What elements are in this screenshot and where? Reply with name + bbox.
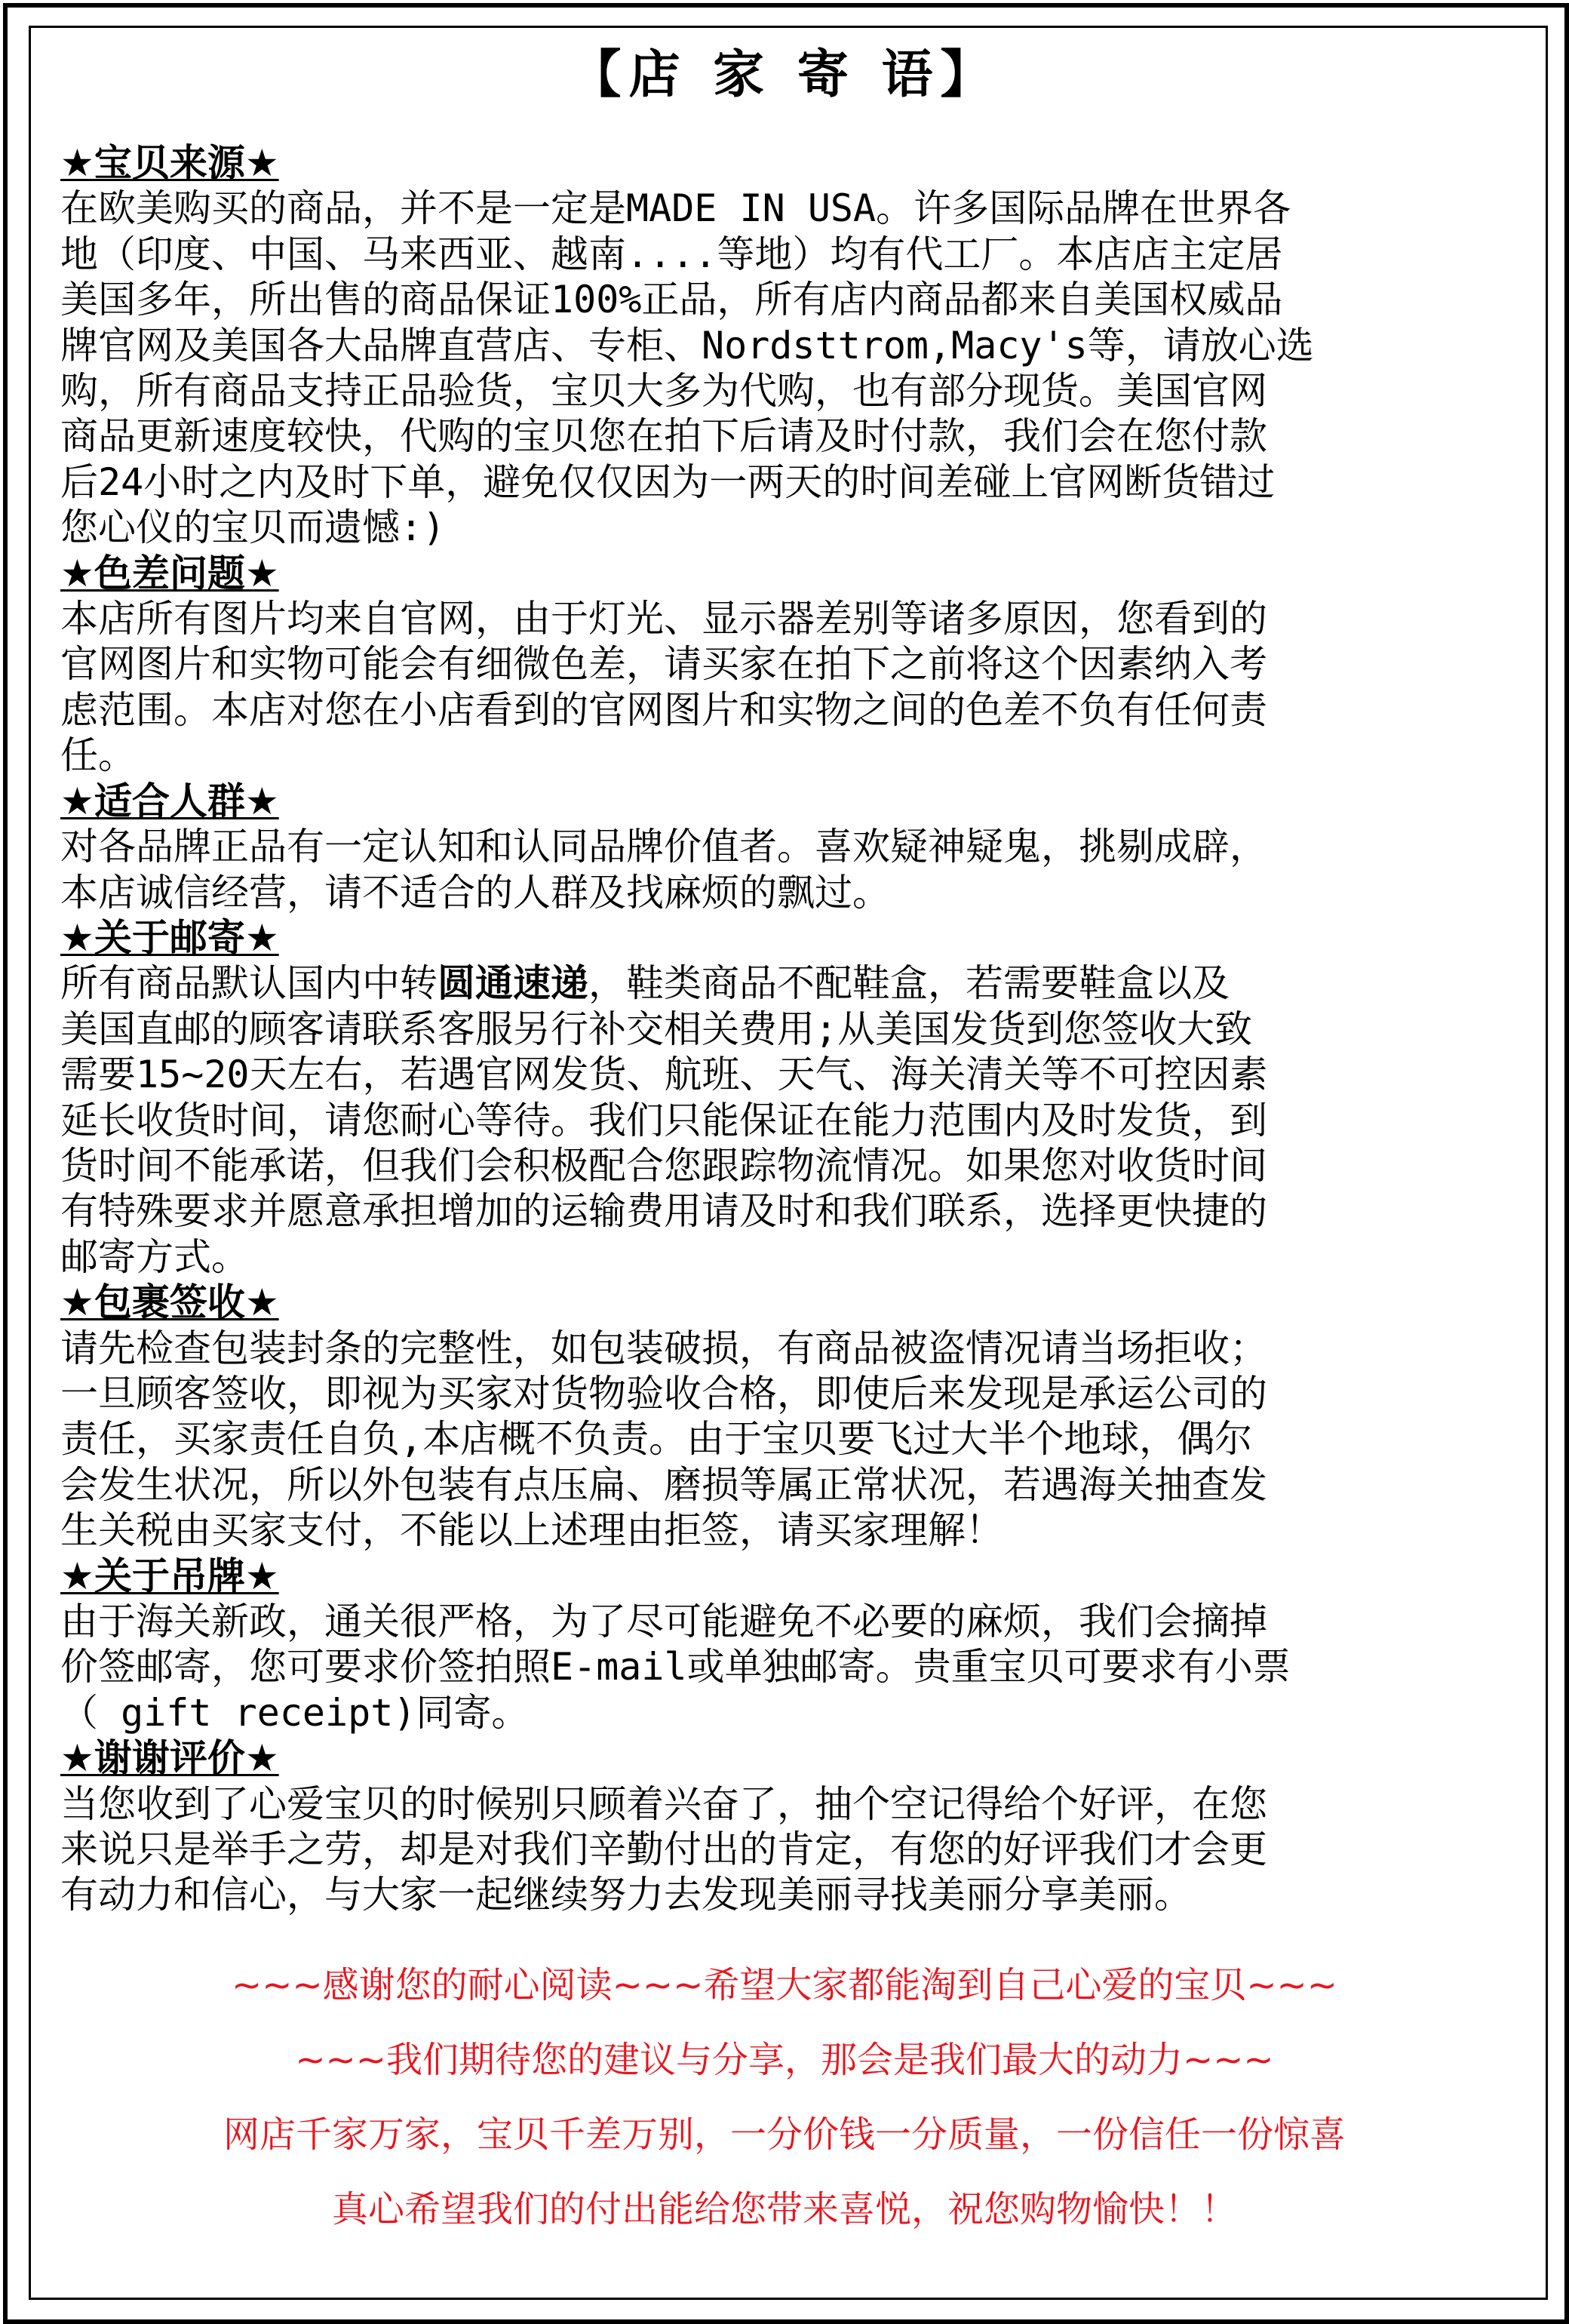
section-text: 本店所有图片均来自官网，由于灯光、显示器差别等诸多原因，您看到的 官网图片和实物可能会有细微色差，请买家在拍下之前将这个因素纳入考 虑范围。本店对您在小店看到的官网图片和实物之间的色差不负有任何责 任。 [60,597,1267,778]
section-text: 当您收到了心爱宝贝的时候别只顾着兴奋了，抽个空记得给个好评，在您 来说只是举手之劳，却是对我们辛勤付出的肯定，有您的好评我们才会更 有动力和信心，与大家一起继续努力去发现美丽寻找美丽分享美丽。 [60,1781,1267,1917]
section-heading: ★谢谢评价★ [60,1736,279,1781]
footer-message [0,1948,1569,2247]
section-package-receipt [60,1280,1516,1553]
section-color-difference [60,551,1516,779]
section-text: 请先检查包装封条的完整性，如包装破损，有商品被盗情况请当场拒收； 一旦顾客签收，即视为买家对货物验收合格，即使后来发现是承运公司的 责任，买家责任自负,本店概不负责。由于宝贝要飞过大半个地球，偶尔 会发生状况，所以外包装有点压扁、磨损等属正常状况，若遇海关抽查发 生关税由买家支付，不能以上述理由拒签，请买家理解！ [60,1326,1267,1553]
section-heading: ★宝贝来源★ [60,141,279,185]
section-heading: ★关于吊牌★ [60,1554,279,1598]
footer-line: ~~~我们期待您的建议与分享，那会是我们最大的动力~~~ [295,2039,1274,2081]
section-heading: ★包裹签收★ [60,1280,279,1325]
section-reviews [60,1735,1516,1918]
section-text: 在欧美购买的商品，并不是一定是MADE IN USA。许多国际品牌在世界各 地（印度、中国、马来西亚、越南....等地）均有代工厂。本店店主定居 美国多年，所出售的商品保证100%正品，所有店内商品都来自美国权威品 牌官网及美国各大品牌直营店、专柜、Nordsttrom,Macy's等，请放心选 购，所有商品支持正品验货，宝贝大多为代购，也有部分现货。美国官网 商品更新速度较快，代购的宝贝您在拍下后请及时付款，我们会在您付款 后24小时之内及时下单，避免仅仅因为一两天的时间差碰上官网断货错过 您心仪的宝贝而遗憾:) [60,186,1314,550]
footer-line: ~~~感谢您的耐心阅读~~~希望大家都能淘到自己心爱的宝贝~~~ [232,1964,1337,2006]
footer-line: 真心希望我们的付出能给您带来喜悦，祝您购物愉快！！ [331,2188,1237,2230]
section-text: 对各品牌正品有一定认知和认同品牌价值者。喜欢疑神疑鬼，挑剔成辟， 本店诚信经营，请不适合的人群及找麻烦的飘过。 [60,825,1267,915]
section-source [60,140,1516,551]
section-text-rest: ，鞋类商品不配鞋盒，若需要鞋盒以及 美国直邮的顾客请联系客服另行补交相关费用;从美国发货到您签收大致 需要15~20天左右，若遇官网发货、航班、天气、海关清关等不可控因素 延长收货时间，请您耐心等待。我们只能保证在能力范围内及时发货，到 货时间不能承诺，但我们会积极配合您跟踪物流情况。如果您对收货时间 有特殊要求并愿意承担增加的运输费用请及时和我们联系，选择更快捷的 邮寄方式。 [60,961,1268,1279]
section-text [60,961,1516,1280]
page-title: 【店 家 寄 语】 [570,45,999,105]
footer-line: 网店千家万家，宝贝千差万别，一分价钱一分质量，一份信任一份惊喜 [223,2113,1346,2156]
section-shipping [60,915,1516,1280]
section-heading: ★适合人群★ [60,779,279,823]
section-text: 由于海关新政，通关很严格，为了尽可能避免不必要的麻烦，我们会摘掉 价签邮寄，您可要求价签拍照E-mail或单独邮寄。贵重宝贝可要求有小票 （ gift receipt)同寄。 [60,1600,1291,1735]
section-tags [60,1554,1516,1736]
section-heading: ★色差问题★ [60,551,279,595]
section-text-lead: 所有商品默认国内中转 [60,961,438,1006]
section-target-audience [60,779,1516,915]
courier-name-highlight: 圆通速递 [438,961,588,1006]
notice-content [60,140,1516,1918]
section-heading: ★关于邮寄★ [60,915,279,960]
